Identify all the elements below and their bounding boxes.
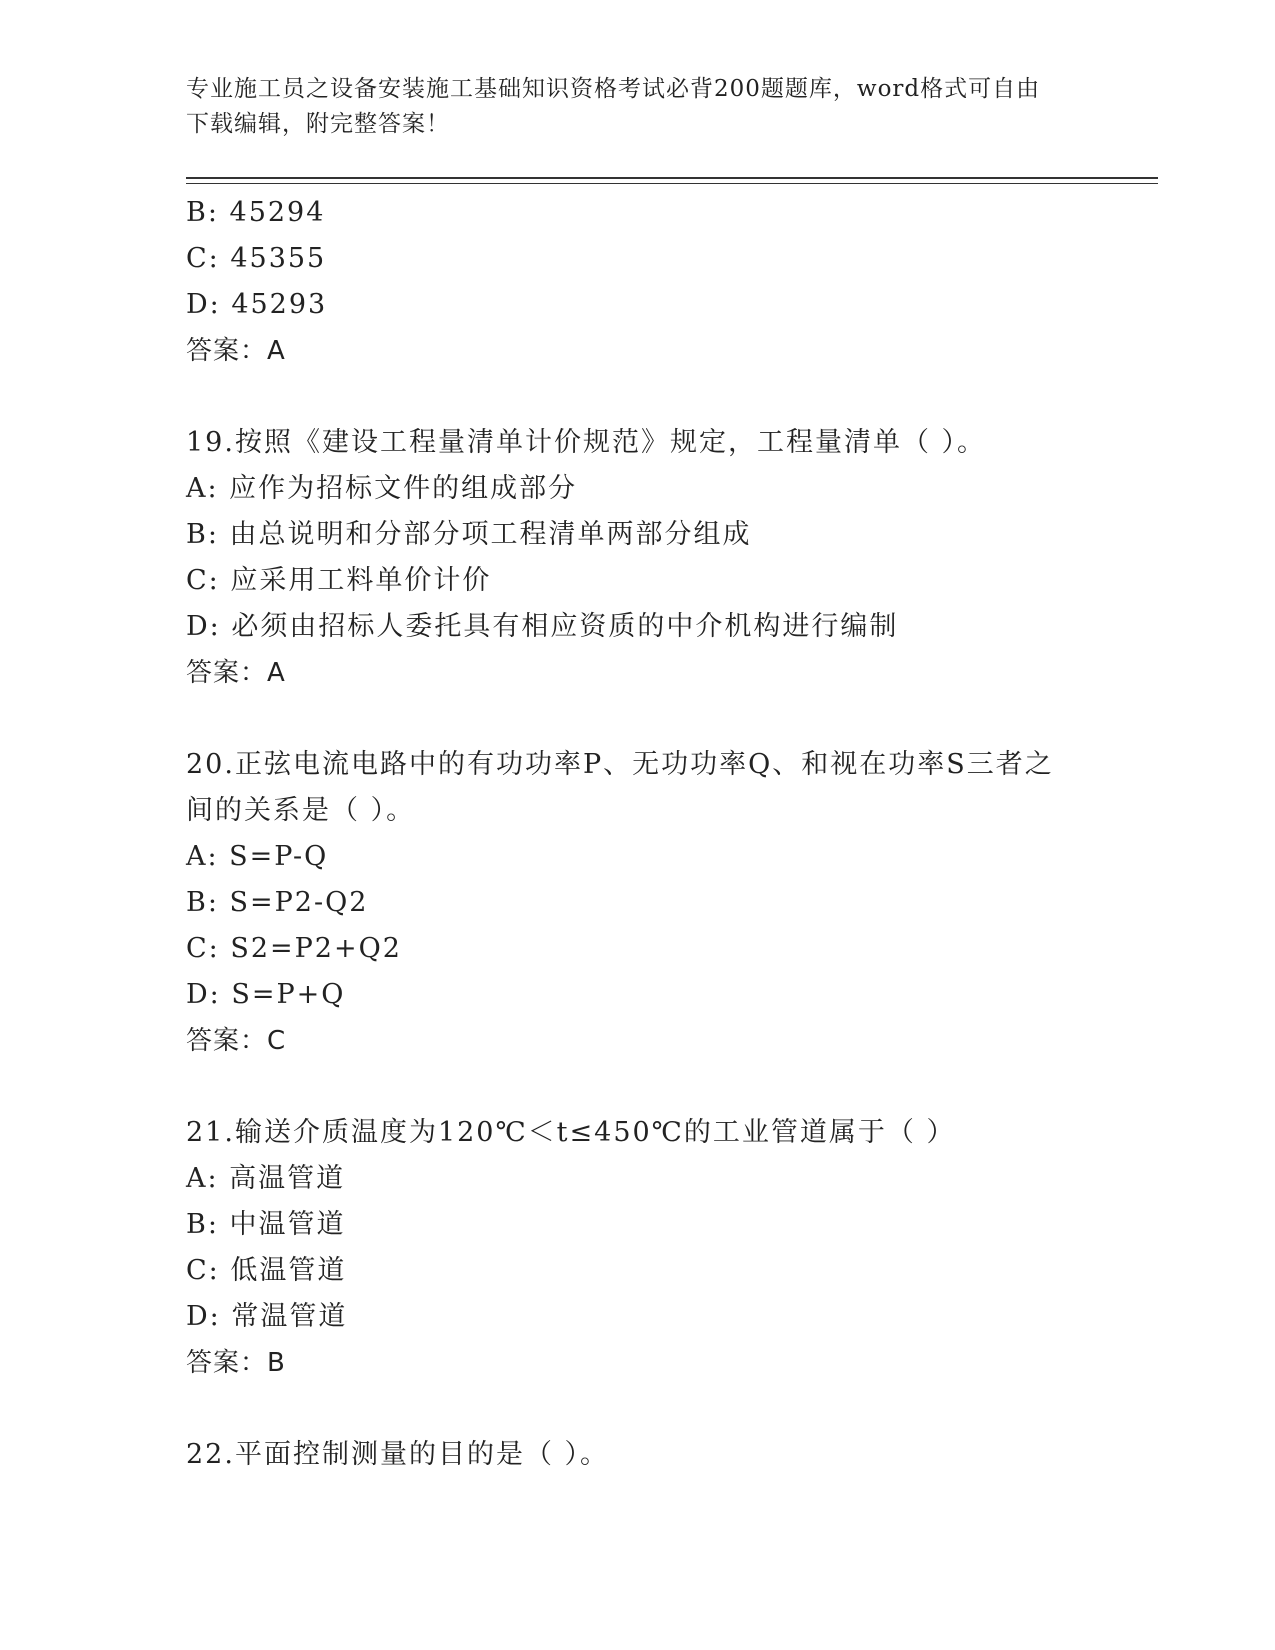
option-c: C: 低温管道 <box>186 1255 347 1286</box>
answer: 答案：B <box>186 1348 286 1378</box>
option-b: B: 中温管道 <box>186 1209 346 1240</box>
option-b: B: S=P2-Q2 <box>186 887 369 918</box>
question-text: 21.输送介质温度为120℃＜t≤450℃的工业管道属于（ ） <box>186 1117 956 1148</box>
question-list <box>186 190 1086 1478</box>
question-text-line-2: 间的关系是（ ）。 <box>186 795 416 826</box>
option-b: B: 45294 <box>186 197 326 228</box>
question-text: 19.按照《建设工程量清单计价规范》规定，工程量清单（ ）。 <box>186 427 987 458</box>
document-header <box>186 72 1086 142</box>
question-21 <box>186 1110 1086 1386</box>
question-20 <box>186 742 1086 1064</box>
option-c: C: S2=P2+Q2 <box>186 933 402 964</box>
question-18 <box>186 190 1086 374</box>
spacer <box>186 1064 1086 1110</box>
option-a: A: 高温管道 <box>186 1163 346 1194</box>
spacer <box>186 1386 1086 1432</box>
question-text-line-1: 20.正弦电流电路中的有功功率P、无功功率Q、和视在功率S三者之 <box>186 749 1054 780</box>
option-c: C: 45355 <box>186 243 327 274</box>
spacer <box>186 696 1086 742</box>
answer: 答案：C <box>186 1026 287 1056</box>
answer: 答案：A <box>186 658 286 688</box>
header-line-1: 专业施工员之设备安装施工基础知识资格考试必背200题题库，word格式可自由 <box>186 76 1041 102</box>
option-d: D: 常温管道 <box>186 1301 348 1332</box>
spacer <box>186 374 1086 420</box>
option-a: A: 应作为招标文件的组成部分 <box>186 473 578 504</box>
option-d: D: 必须由招标人委托具有相应资质的中介机构进行编制 <box>186 611 899 642</box>
option-d: D: S=P+Q <box>186 979 346 1010</box>
option-b: B: 由总说明和分部分项工程清单两部分组成 <box>186 519 752 550</box>
question-22 <box>186 1432 1086 1478</box>
header-rule-thin <box>186 183 1158 184</box>
header-line-2: 下载编辑，附完整答案！ <box>186 111 450 137</box>
answer: 答案：A <box>186 336 286 366</box>
option-c: C: 应采用工料单价计价 <box>186 565 492 596</box>
header-rule-thick <box>186 177 1158 179</box>
question-19 <box>186 420 1086 696</box>
option-a: A: S=P-Q <box>186 841 329 872</box>
question-text: 22.平面控制测量的目的是（ ）。 <box>186 1439 610 1470</box>
option-d: D: 45293 <box>186 289 328 320</box>
